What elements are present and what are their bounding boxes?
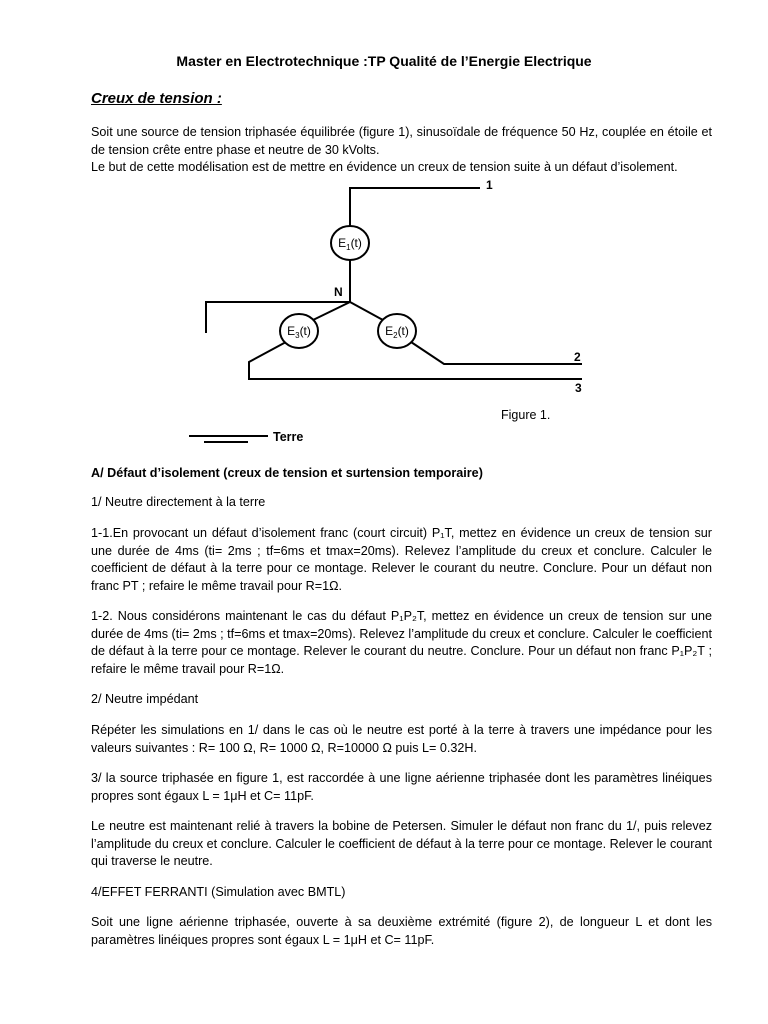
paragraph-1-2: 1-2. Nous considérons maintenant le cas du défaut P₁P₂T, mettez en évidence un creux de tension sur une durée de 4ms (ti= 2ms ; tf=6ms et tmax=20ms). Relevez l’amplitude du creux et conclure. Calculer le coefficient de défaut à la terre pour ce montage. Relever le courant du neutre. Conclure. Pour un défaut non franc P₁P₂T ; refaire le même travail pour R=1Ω. bbox=[91, 609, 712, 676]
paragraph-3: 3/ la source triphasée en figure 1, est raccordée à une ligne aérienne triphasée dont les paramètres linéiques propres sont égaux L = 1μH et C= 11pF. bbox=[91, 771, 712, 803]
paragraph-3b: Le neutre est maintenant relié à travers la bobine de Petersen. Simuler le défaut non franc du 1/, puis relevez l’amplitude du creux et conclure. Calculer le coefficient de défaut à la terre pour ce montage. Relever le courant qui traverse le neutre. bbox=[91, 819, 712, 869]
intro-paragraph-1: Soit une source de tension triphasée équilibrée (figure 1), sinusoïdale de fréquence 50 Hz, couplée en étoile et de tension crête entre phase et neutre de 30 kVolts. bbox=[91, 125, 712, 157]
phase-2-wire bbox=[411, 342, 582, 364]
source-e1 bbox=[331, 226, 369, 260]
neutral-to-e2-wire bbox=[350, 302, 383, 320]
phase-2-label: 2 bbox=[574, 350, 581, 364]
source-e2-label: $E_2(t)$ bbox=[385, 324, 409, 340]
source-e2 bbox=[378, 314, 416, 348]
source-e3-label: $E_3(t)$ bbox=[287, 324, 311, 340]
subsection-4-heading: 4/EFFET FERRANTI (Simulation avec BMTL) bbox=[91, 885, 346, 899]
intro-paragraph-2: Le but de cette modélisation est de mettre en évidence un creux de tension suite à un défaut d’isolement. bbox=[91, 160, 678, 174]
circuit-wires bbox=[189, 188, 582, 442]
document-title: Master en Electrotechnique :TP Qualité de l’Energie Electrique bbox=[176, 53, 592, 69]
subsection-2-heading: 2/ Neutre impédant bbox=[91, 692, 199, 706]
source-e3 bbox=[280, 314, 318, 348]
neutral-wire bbox=[206, 302, 350, 333]
neutral-label: N bbox=[334, 285, 343, 299]
paragraph-1-1: 1-1.En provocant un défaut d’isolement franc (court circuit) P₁T, mettez en évidence un creux de tension sur une durée de 4ms (ti= 2ms ; tf=6ms et tmax=20ms). Relevez l’amplitude du creux et conclure. Calculer le coefficient de défaut à la terre pour ce montage. Relever le courant du neutre. Conclure. Pour un défaut non franc PT ; refaire le même travail pour R=1Ω. bbox=[91, 526, 712, 593]
figure-1-diagram bbox=[0, 170, 768, 450]
source-e1-label: $E_1(t)$ bbox=[338, 236, 362, 252]
section-title: Creux de tension : bbox=[91, 90, 222, 107]
paragraph-4: Soit une ligne aérienne triphasée, ouverte à sa deuxième extrémité (figure 2), de longueur L et dont les paramètres linéiques propres sont égaux L = 1μH et C= 11pF. bbox=[91, 915, 712, 947]
ground-label: Terre bbox=[273, 430, 304, 444]
part-a-heading: A/ Défaut d’isolement (creux de tension et surtension temporaire) bbox=[91, 466, 483, 480]
figure-caption: Figure 1. bbox=[501, 408, 551, 422]
phase-1-label: 1 bbox=[486, 178, 493, 192]
neutral-to-e3-wire bbox=[313, 302, 350, 320]
paragraph-2: Répéter les simulations en 1/ dans le cas où le neutre est porté à la terre à travers une impédance pour les valeurs suivantes : R= 100 Ω, R= 1000 Ω, R=10000 Ω puis L= 0.32H. bbox=[91, 723, 712, 755]
phase-3-label: 3 bbox=[575, 381, 582, 395]
subsection-1-heading: 1/ Neutre directement à la terre bbox=[91, 495, 266, 509]
phase-1-wire bbox=[350, 188, 480, 227]
